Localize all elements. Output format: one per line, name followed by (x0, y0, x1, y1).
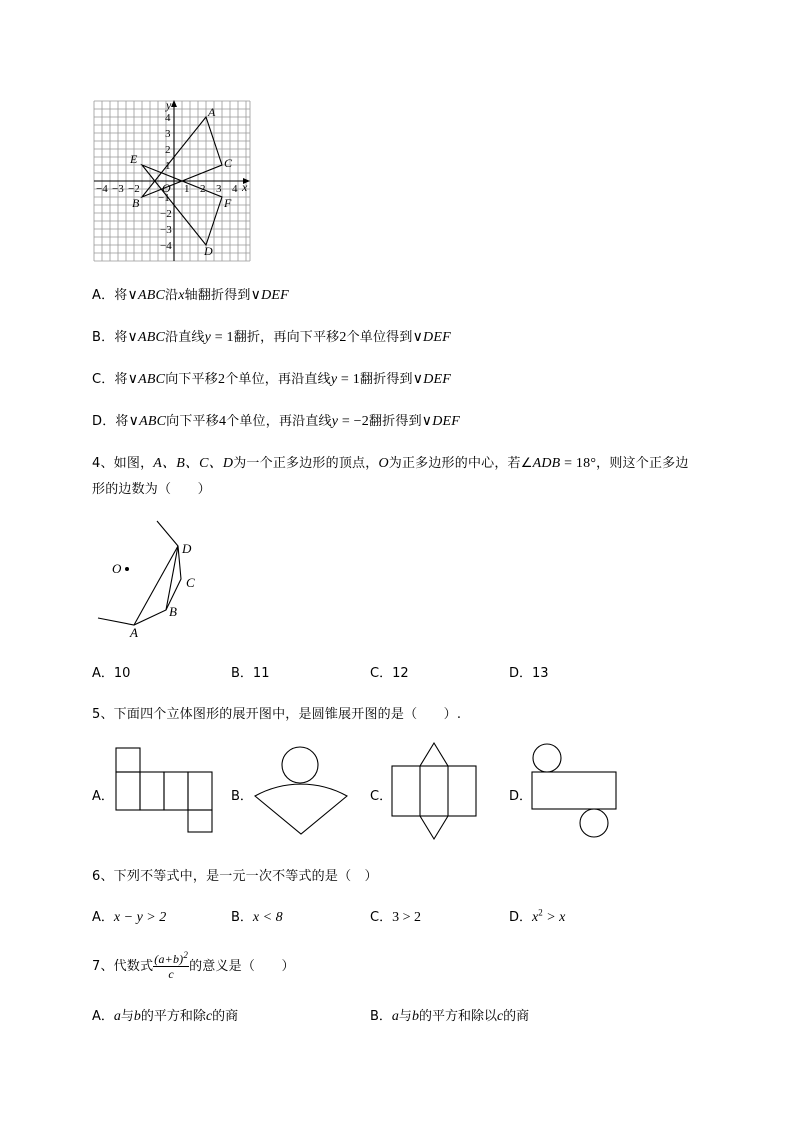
triangle-symbol: ∨ (127, 288, 138, 303)
triangle-symbol: ∨ (127, 330, 138, 345)
origin-label: O (162, 181, 171, 195)
coordinate-grid-figure (88, 95, 258, 265)
label-a: A (130, 625, 138, 640)
q4-option-d: D．13 (509, 666, 549, 681)
point-label-a: A (208, 105, 216, 119)
point-label-f: F (224, 196, 232, 210)
q7-question: 7、代数式 $\frac{(a+b)^2}{c}$ 的意义是（ ） (92, 949, 295, 981)
q4-option-b: B．11 (231, 666, 270, 681)
cube-net-figure (114, 746, 216, 836)
x-tick-label: 3 (216, 183, 222, 195)
point-label-d: D (204, 244, 213, 258)
point-label-c: C (224, 156, 233, 170)
cylinder-net-figure (530, 742, 620, 840)
q6-option-a: A．x − y > 2 (92, 910, 167, 925)
q3-option-c: C．将∨ABC向下平移2个单位，再沿直线y = 1翻折得到∨DEF (92, 372, 452, 387)
y-tick-label: 4 (165, 112, 171, 124)
triangle-symbol: ∨ (412, 372, 424, 387)
point-label-b: B (132, 196, 140, 210)
q3-option-b: B．将∨ABC沿直线y = 1翻折，再向下平移2个单位得到∨DEF (92, 330, 451, 345)
q5-option-d-label: D． (509, 789, 533, 804)
axis-label-x: x (242, 180, 248, 194)
y-tick-label: 2 (165, 144, 171, 156)
segment-bd (166, 546, 178, 610)
q5-option-c-label: C． (370, 789, 393, 804)
y-tick-label: 3 (165, 128, 171, 140)
cone-net-figure (252, 744, 352, 838)
triangle-symbol: ∨ (412, 330, 424, 345)
x-tick-label: −3 (112, 183, 124, 195)
prism-net-figure (390, 740, 480, 842)
q4-option-a: A．10 (92, 666, 131, 681)
triangle-symbol: ∨ (421, 414, 433, 429)
label-b: B (169, 604, 177, 619)
center-point (125, 567, 129, 571)
y-tick-label: −3 (160, 224, 172, 236)
y-tick-label: −4 (160, 240, 172, 252)
q5-question: 5、下面四个立体图形的展开图中，是圆锥展开图的是（ ）. (92, 707, 462, 722)
q4-question-line1: 4、如图，A、B、C、D为一个正多边形的顶点，O为正多边形的中心，若∠ADB = 18°，则这个正多边 (92, 456, 689, 471)
fraction-numerator: $(a+b)^2$ (154, 949, 189, 966)
q4-option-c: C．12 (370, 666, 409, 681)
x-tick-label: −2 (128, 183, 140, 195)
triangle-symbol: ∨ (250, 288, 262, 303)
q3-option-d: D．将∨ABC向下平移4个单位，再沿直线y = −2翻折得到∨DEF (92, 414, 461, 429)
x-tick-label: 2 (200, 183, 206, 195)
y-tick-label: 1 (165, 160, 171, 172)
x-tick-label: 4 (232, 183, 238, 195)
label-c: C (186, 575, 195, 590)
x-tick-label: −4 (96, 183, 108, 195)
triangle-symbol: ∨ (128, 414, 140, 429)
q4-question-line2: 形的边数为（ ） (92, 482, 211, 497)
label-o: O (112, 561, 122, 576)
triangle-symbol: ∨ (127, 372, 139, 387)
label-d: D (182, 541, 192, 556)
fraction-denominator: c (168, 966, 174, 981)
y-tick-label: −1 (158, 192, 170, 204)
q6-option-d: D．$x^2 > x$ (509, 907, 566, 925)
q5-option-b-label: B． (231, 789, 253, 804)
q6-option-c: C．3 > 2 (370, 910, 421, 925)
q7-option-b: B．a与b的平方和除以c的商 (370, 1009, 530, 1024)
axis-label-y: y (166, 98, 172, 112)
q3-option-a: A．将∨ABC沿x轴翻折得到∨DEF (92, 288, 289, 303)
y-tick-label: −2 (160, 208, 172, 220)
polygon-figure (94, 515, 214, 640)
q6-option-b: B．x < 8 (231, 910, 283, 925)
q5-option-a-label: A． (92, 789, 114, 804)
q6-question: 6、下列不等式中，是一元一次不等式的是（ ） (92, 869, 378, 884)
fraction-expression (153, 948, 189, 981)
point-label-e: E (130, 152, 138, 166)
x-tick-label: 1 (184, 183, 190, 195)
q7-option-a: A．a与b的平方和除c的商 (92, 1009, 239, 1024)
